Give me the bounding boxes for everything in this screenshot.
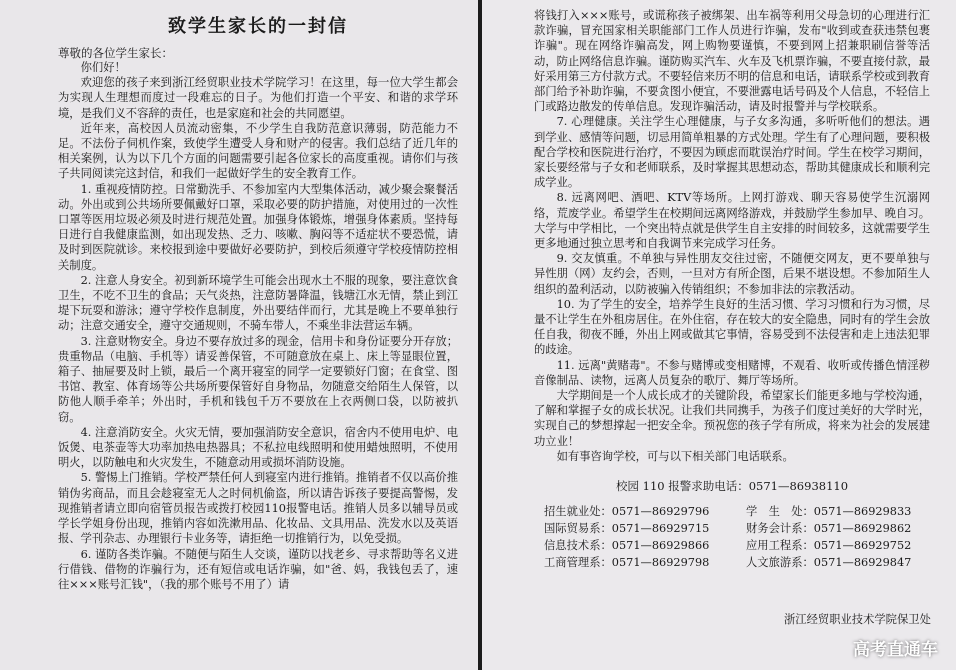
paragraph-item-5: 5. 警惕上门推销。学校严禁任何人到寝室内进行推销。推销者不仅以高价推销伪劣商品，而且会趁寝室无人之时伺机偷盗，所以请告诉孩子要提高警惕，发现推销者请立即向宿管员报告或拨打校园110报警电话。推销人员多以辅导员或学长学姐身份出现，推销内容如洗漱用品、化妆品、文具用品、洗发水以及英语报、学刊杂志、办理银行卡业务等，请拒绝一切推销行为，以免受损。 [58, 471, 458, 546]
contact-item [544, 521, 728, 536]
paragraph-item-3: 3. 注意财物安全。身边不要存放过多的现金，信用卡和身份证要分开存放；贵重物品（电脑、手机等）请妥善保管，不可随意放在桌上、床上等显眼位置，箱子、抽屉要及时上锁，最后一个离开寝室的同学一定要锁好门窗；在食堂、图书馆、教室、体育场等公共场所要保管好自身物品，勿随意交给陌生人保管，以防他人顺手牵羊；外出时，手机和钱包千万不要放在上衣两侧口袋，以防被扒窃。 [58, 334, 458, 424]
paragraph-background: 近年来，高校因人员流动密集，不少学生自我防范意识薄弱，防范能力不足。不法份子伺机作案，致使学生遭受人身和财产的侵害。我们总结了近几年的相关案例，认为以下几个方面的问题需要引起各位家长的高度重视。请你们与孩子共同阅读完这封信，和我们一起做好学生的安全教育工作。 [58, 121, 458, 181]
paragraph-item-6: 6. 谨防各类诈骗。不随便与陌生人交谈，谨防以找老乡、寻求帮助等名义进行借钱、借物的诈骗行为，还有短信或电话诈骗，如"爸、妈，我钱包丢了，速往×××账号汇钱"，（我的那个账号不用了）请 [58, 547, 458, 591]
contact-list [544, 504, 930, 570]
contact-item [746, 555, 930, 570]
contact-item [746, 521, 930, 536]
paragraph-contact-note: 如有事咨询学校，可与以下相关部门电话联系。 [556, 449, 794, 463]
paragraph-item-2: 2. 注意人身安全。初到新环境学生可能会出现水土不服的现象，要注意饮食卫生，不吃不卫生的食品；天气炎热，注意防暑降温，钱塘江水无情，禁止到江堤下玩耍和游泳；遵守学校作息制度，外出要结伴而行，尤其是晚上不要单独行动；注意交通安全，遵守交通规则，不骑车带人，不乘坐非法营运车辆。 [58, 273, 458, 333]
contact-item [544, 538, 728, 553]
contact-phone: 0571—86929847 [813, 556, 912, 570]
letter-title: 致学生家长的一封信 [168, 16, 348, 37]
contact-label: 应用工程系： [746, 539, 814, 553]
contact-item [746, 504, 930, 519]
paragraph-item-4: 4. 注意消防安全。火灾无情，要加强消防安全意识，宿舍内不使用电炉、电饭煲、电茶壶等大功率加热电热器具；不私拉电线照明和使用蜡烛照明，不使用明火，以防触电和火灾发生，不随意动用或损坏消防设施。 [58, 425, 458, 470]
paragraph-item-9: 9. 交友慎重。不单独与异性朋友交往过密，不随便交网友，更不要单独与异性朋（网）友约会，否则，一旦对方有所企图，后果不堪设想。不参加陌生人组织的盈利活动，以防被骗入传销组织；不参加非法的宗教活动。 [534, 252, 930, 296]
contact-label: 招生就业处： [544, 505, 612, 519]
contact-label: 工商管理系： [544, 556, 612, 570]
paragraph-intro: 欢迎您的孩子来到浙江经贸职业技术学院学习！在这里，每一位大学生都会为实现人生理想而度过一段难忘的日子。为他们打造一个平安、和谐的求学环境，是我们义不容辞的责任，也是家庭和社会的共同愿望。 [58, 76, 458, 120]
campus-110-hotline: 校园 110 报警求助电话：0571—86938110 [615, 479, 849, 494]
right-page [482, 0, 956, 670]
contact-label: 国际贸易系： [544, 522, 612, 536]
paragraph-item-8: 8. 远离网吧、酒吧、KTV等场所。上网打游戏、聊天容易使学生沉溺网络，荒废学业。希望学生在校期间远离网络游戏，并鼓励学生参加早、晚自习。大学与中学相比，一个突出特点就是供学生自主安排的时间较多，这就需要学生更多地通过独立思考和自我调节来完成学习任务。 [534, 191, 930, 251]
contact-phone: 0571—86929862 [813, 522, 912, 536]
contact-label: 学 生 处： [746, 505, 814, 519]
paragraph-item-6-continued: 将钱打入×××账号，或谎称孩子被绑架、出车祸等利用父母急切的心理进行汇款诈骗，冒充国家相关职能部门工作人员进行诈骗，发布"收到或查获违禁包裹诈骗"。现在网络诈骗高发，网上购物要谨慎，不要到网上招兼职刷信誉等活动，防止网络信息诈骗。谨防购买汽车、火车及飞机票诈骗，不要直接付款，最好采用第三方付款方式。不要轻信来历不明的信息和电话，请联系学校或到教育部门给予补助诈骗，不要贪图小便宜，不要泄露电话号码及个人信息，不轻信上门或路边散发的传单信息。发现诈骗活动，请及时报警并与学校联系。 [534, 9, 930, 114]
contact-phone: 0571—86929715 [611, 522, 710, 536]
contact-item [544, 555, 728, 570]
contact-phone: 0571—86929866 [611, 539, 710, 553]
paragraph-item-11: 11. 远离"黄赌毒"。不参与赌博或变相赌博，不观看、收听或传播色情淫秽音像制品、读物，远离人员复杂的歌厅、舞厅等场所。 [534, 358, 930, 387]
contact-item [544, 504, 728, 519]
watermark-text: 高考直通车 [853, 640, 938, 660]
paragraph-item-10: 10. 为了学生的安全，培养学生良好的生活习惯、学习习惯和行为习惯，尽量不让学生在外租房居住。在外住宿，存在较大的安全隐患，同时有的学生会放任自我，彻夜不睡，外出上网或做其它事情，容易受到不法侵害和走上违法犯罪的歧途。 [534, 297, 930, 357]
contact-phone: 0571—86929796 [611, 505, 710, 519]
contact-phone: 0571—86929752 [813, 539, 912, 553]
issuing-organization: 浙江经贸职业技术学院保卫处 [784, 613, 931, 626]
paragraph-item-1: 1. 重视疫情防控。日常勤洗手、不参加室内大型集体活动，减少聚会聚餐活动。外出或到公共场所要佩戴好口罩，采取必要的防护措施，对使用过的一次性口罩等医用垃圾必须及时进行规范处置。加强身体锻炼，增强身体素质。坚持每日进行自我健康监测，如出现发热、乏力、咳嗽、胸闷等不适症状不要恐慌，请及时到医院就诊。来校报到途中要做好必要防护，到校后须遵守学校疫情防控相关制度。 [58, 182, 458, 272]
contact-label: 人文旅游系： [746, 556, 814, 570]
paragraph-closing: 大学期间是一个人成长成才的关键阶段，希望家长们能更多地与学校沟通，了解和掌握子女的成长状况。让我们共同携手，为孩子们度过美好的大学时光，实现自己的梦想撑起一把安全伞。预祝您的孩子学有所成，将来为社会的发展建功立业！ [534, 389, 930, 448]
contact-label: 财务会计系： [746, 522, 814, 536]
paragraph-item-7: 7. 心理健康。关注学生心理健康，与子女多沟通，多听听他们的想法。遇到学业、感情等问题，切忌用简单粗暴的方式处理。学生有了心理问题，要积极配合学校和医院进行治疗，不要因为顾虑而耽误治疗时间。学生在校学习期间，家长要经常与子女和老师联系，及时掌握其思想动态，帮助其健康成长和顺利完成学业。 [534, 115, 930, 190]
contact-label: 信息技术系： [544, 539, 612, 553]
contact-item [746, 538, 930, 553]
greeting: 你们好！ [80, 61, 126, 74]
salutation: 尊敬的各位学生家长： [58, 46, 173, 60]
contact-phone: 0571—86929833 [813, 505, 912, 519]
contact-phone: 0571—86929798 [611, 556, 710, 570]
